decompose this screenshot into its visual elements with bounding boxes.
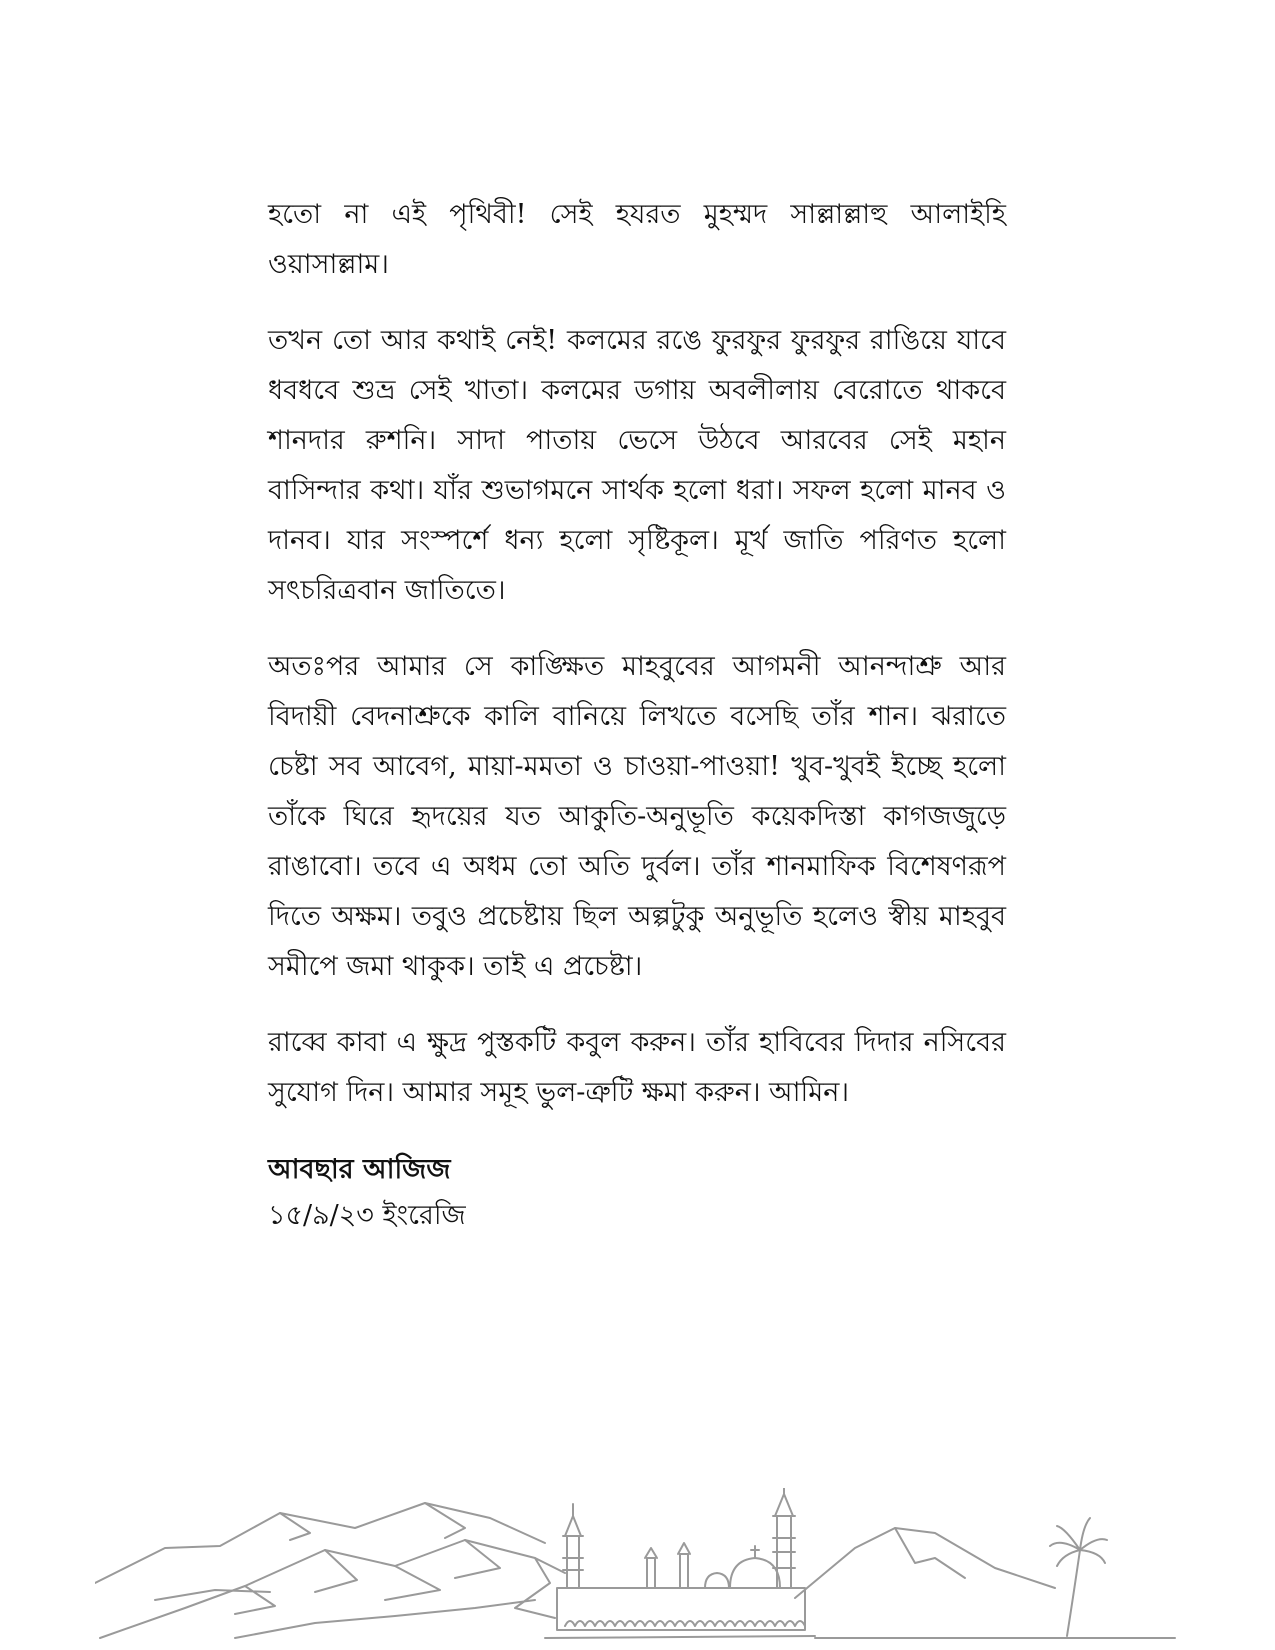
dome (730, 1558, 780, 1588)
mountain-line (315, 1550, 440, 1600)
dome-small (705, 1573, 729, 1588)
mountain-line (100, 1540, 565, 1638)
mountain-line (795, 1528, 1055, 1598)
mountain-line (235, 1600, 535, 1638)
ground-line (545, 1636, 815, 1638)
mosque-skyline-icon (95, 1488, 1180, 1648)
dome-finial (751, 1546, 759, 1558)
author-name: আবছার আজিজ (268, 1154, 451, 1185)
paragraph-1: হতো না এই পৃথিবী! সেই হযরত মুহম্মদ সাল্লাল্লাহু আলাইহি ওয়াসাল্লাম। (268, 199, 1006, 280)
document-body (268, 190, 1006, 1240)
paragraph-2: তখন তো আর কথাই নেই! কলমের রঙে ফুরফুর ফুরফুর রাঙিয়ে যাবে ধবধবে শুভ্র সেই খাতা। কলমের ডগায় অবলীলায় বেরোতে থাকবে শানদার রুশনি। সাদা পাতায় ভেসে উঠবে আরবের সেই মহান বাসিন্দার কথা। যাঁর শুভাগমনে সার্থক হলো ধরা। সফল হলো মানব ও দানব। যার সংস্পর্শে ধন্য হলো সৃষ্টিকূল। মূর্খ জাতি পরিণত হলো সৎচরিত্রবান জাতিতে। (268, 325, 1006, 606)
mosque-arches (565, 1621, 805, 1626)
minaret-small (678, 1543, 690, 1588)
minaret-small (645, 1548, 657, 1588)
paragraph-3: অতঃপর আমার সে কাঙ্ক্ষিত মাহবুবের আগমনী আনন্দাশ্রু আর বিদায়ী বেদনাশ্রুকে কালি বানিয়ে লিখতে বসেছি তাঁর শান। ঝরাতে চেষ্টা সব আবেগ, মায়া-মমতা ও চাওয়া-পাওয়া! খুব-খুবই ইচ্ছে হলো তাঁকে ঘিরে হৃদয়ের যত আকুতি-অনুভূতি কয়েকদিস্তা কাগজজুড়ে রাঙাবো। তবে এ অধম তো অতি দুর্বল। তাঁর শানমাফিক বিশেষণরূপ দিতে অক্ষম। তবুও প্রচেষ্টায় ছিল অল্পটুকু অনুভূতি হলেও স্বীয় মাহবুব সমীপে জমা থাকুক। তাই এ প্রচেষ্টা। (268, 651, 1006, 982)
mountain-line (455, 1540, 555, 1618)
paragraph-4: রাব্বে কাবা এ ক্ষুদ্র পুস্তকটি কবুল করুন। তাঁর হাবিবের দিদার নসিবের সুযোগ দিন। আমার সমূহ ভুল-ত্রুটি ক্ষমা করুন। আমিন। (268, 1027, 1006, 1108)
palm-trunk (1067, 1550, 1080, 1636)
mountain-line (895, 1528, 965, 1578)
signature-date: ১৫/৯/২৩ ইংরেজি (268, 1200, 466, 1231)
mountain-line (155, 1586, 275, 1614)
signature-block (268, 1148, 1006, 1240)
minaret-left (563, 1504, 583, 1588)
